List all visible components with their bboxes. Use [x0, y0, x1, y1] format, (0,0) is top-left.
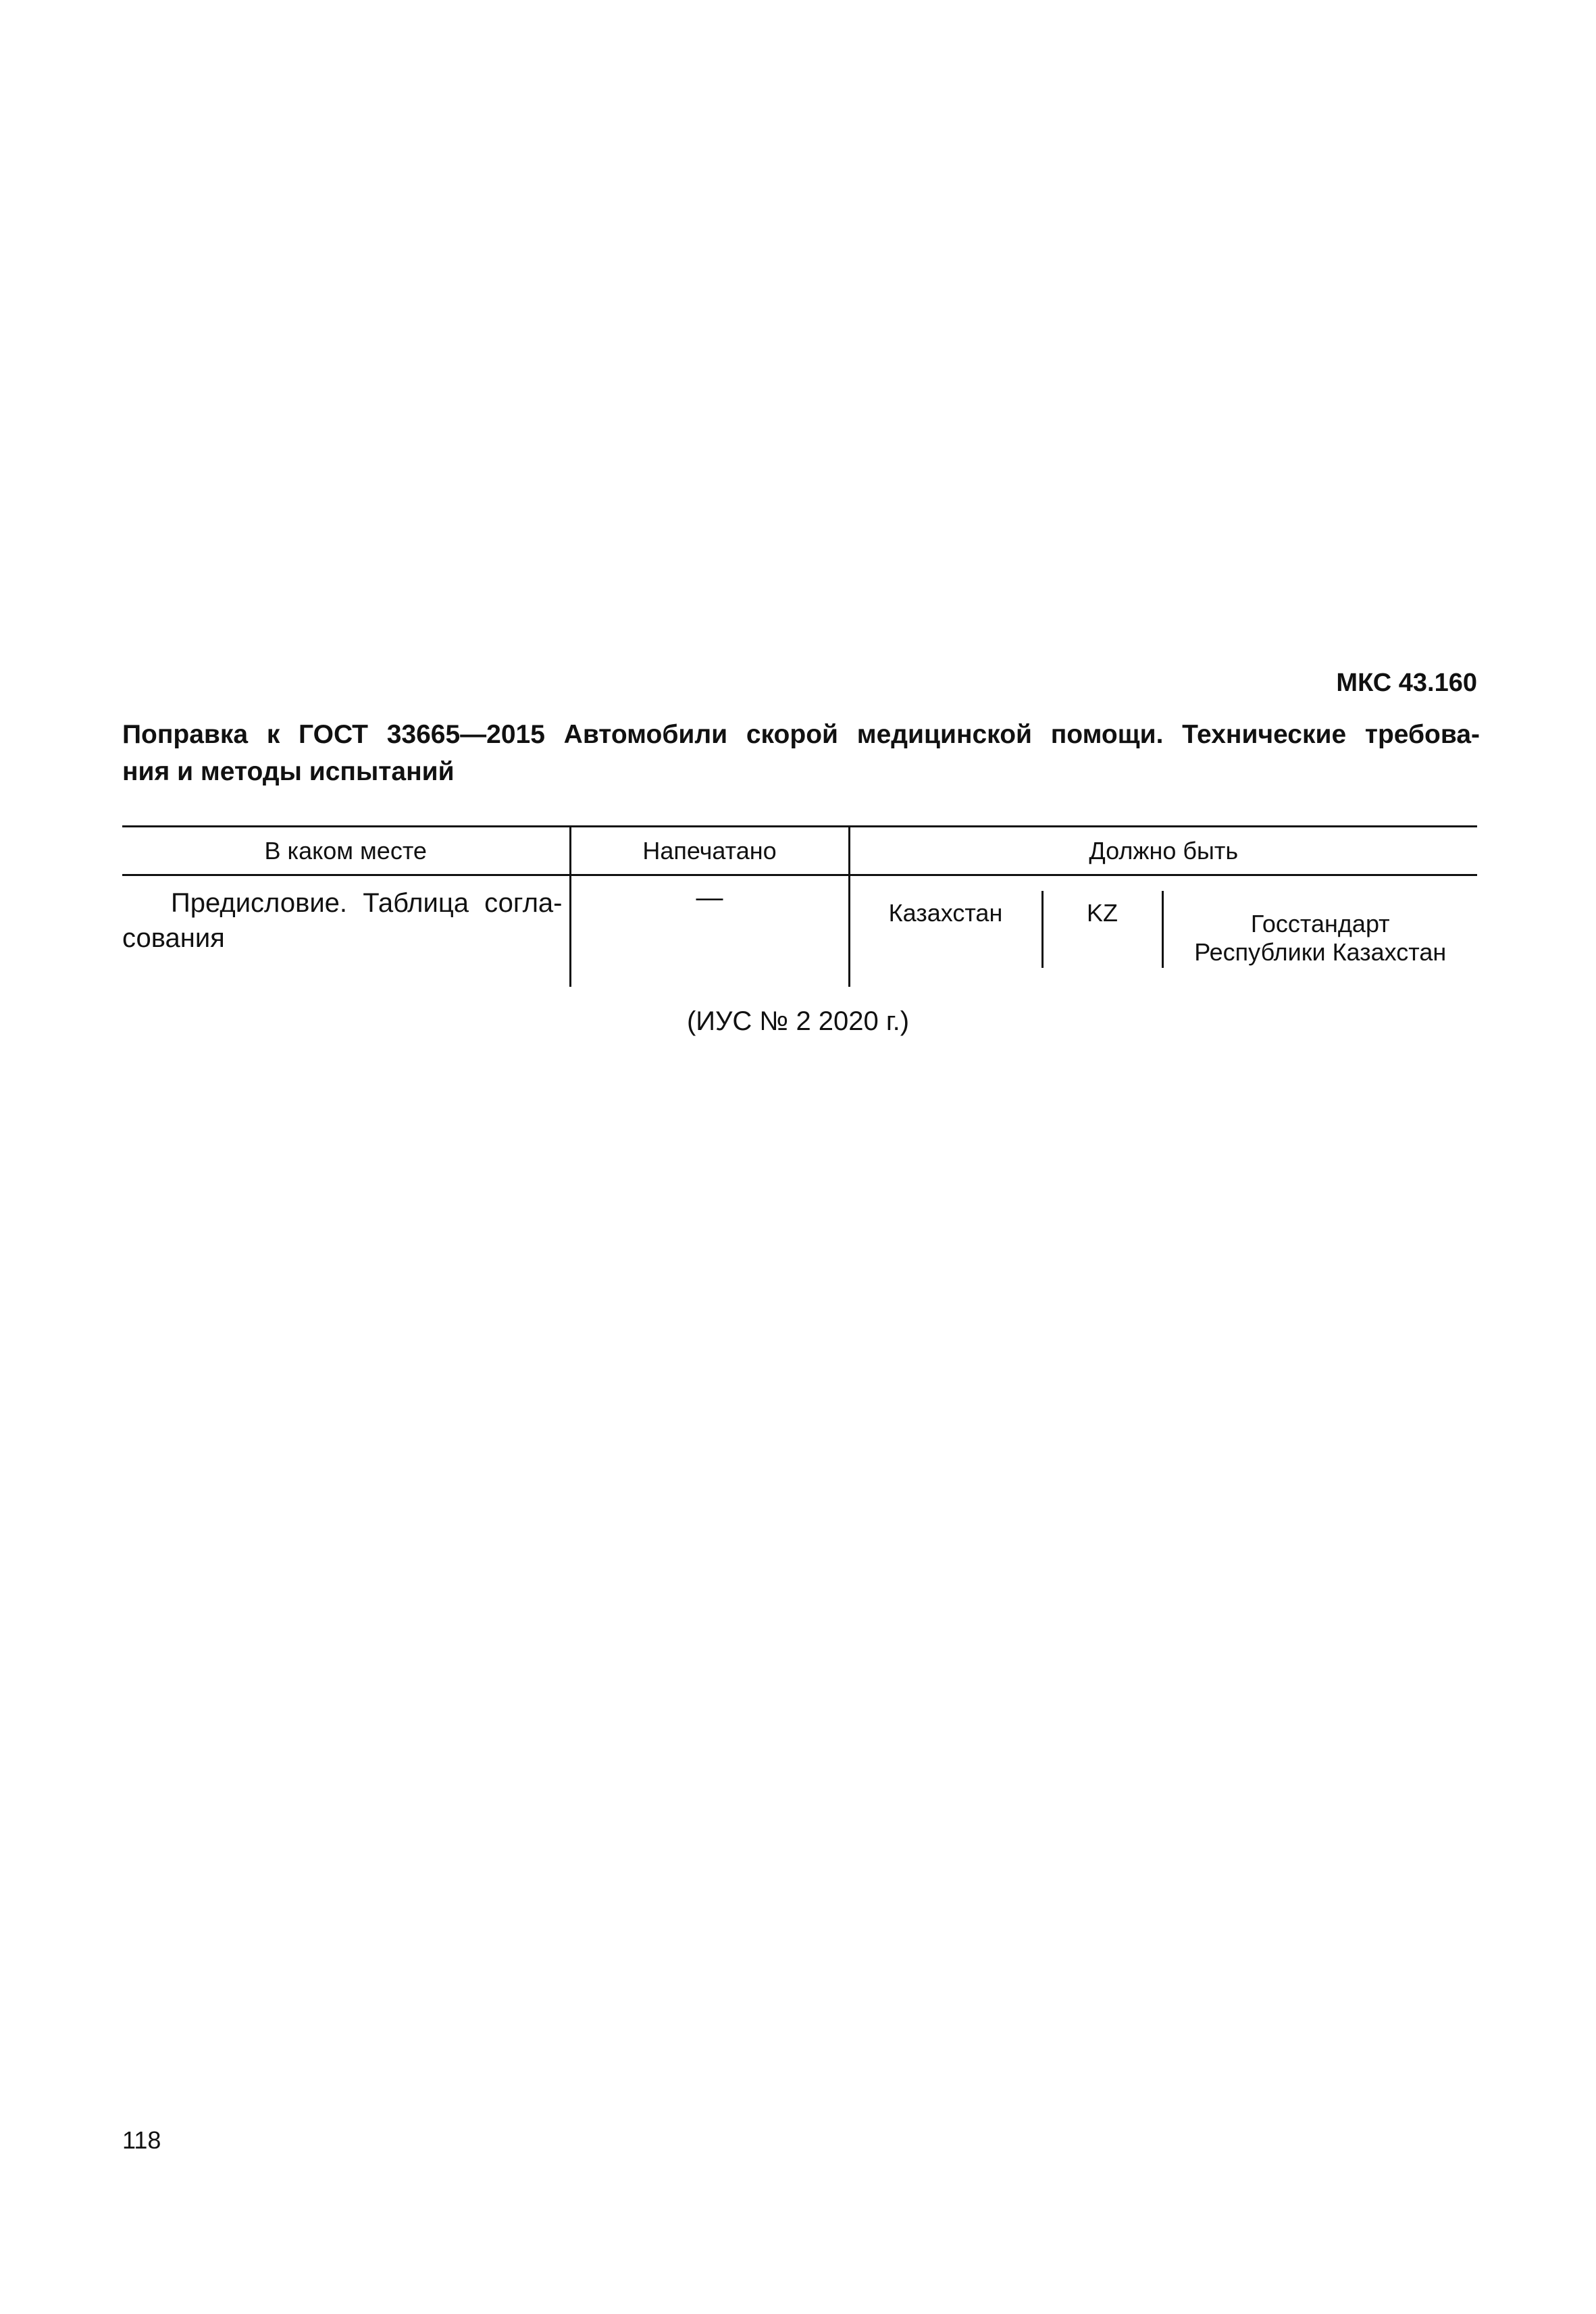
- table-row: [122, 875, 1477, 987]
- cell-printed: —: [570, 875, 849, 987]
- cell-place-line-1: Предисловие. Таблица согла-: [171, 888, 563, 918]
- should-be-code: KZ: [1041, 891, 1164, 968]
- should-be-subtable: [850, 876, 1478, 977]
- corrections-table: [122, 825, 1477, 987]
- source-note: (ИУС № 2 2020 г.): [686, 1006, 910, 1036]
- table-header-row: [122, 827, 1477, 875]
- cell-should-be: [849, 875, 1477, 987]
- should-be-agency-line-2: Республики Казахстан: [1194, 938, 1447, 966]
- classification-code: МКС 43.160: [1336, 669, 1477, 697]
- amendment-title-line-1: Поправка к ГОСТ 33665—2015 Автомобили скорой медицинской помощи. Технические требова-: [122, 720, 1480, 749]
- column-header-should-be: Должно быть: [849, 827, 1477, 875]
- should-be-agency: [1164, 891, 1478, 977]
- column-header-printed: Напечатано: [570, 827, 849, 875]
- page-number: 118: [122, 2126, 161, 2154]
- cell-place-line-2: сования: [122, 923, 225, 953]
- amendment-title-line-2: ния и методы испытаний: [122, 757, 455, 786]
- cell-place: [122, 875, 570, 987]
- amendment-title: [122, 716, 1480, 790]
- should-be-agency-line-1: Госстандарт: [1250, 910, 1390, 937]
- column-header-place: В каком месте: [122, 827, 570, 875]
- should-be-country: Казахстан: [888, 899, 1003, 927]
